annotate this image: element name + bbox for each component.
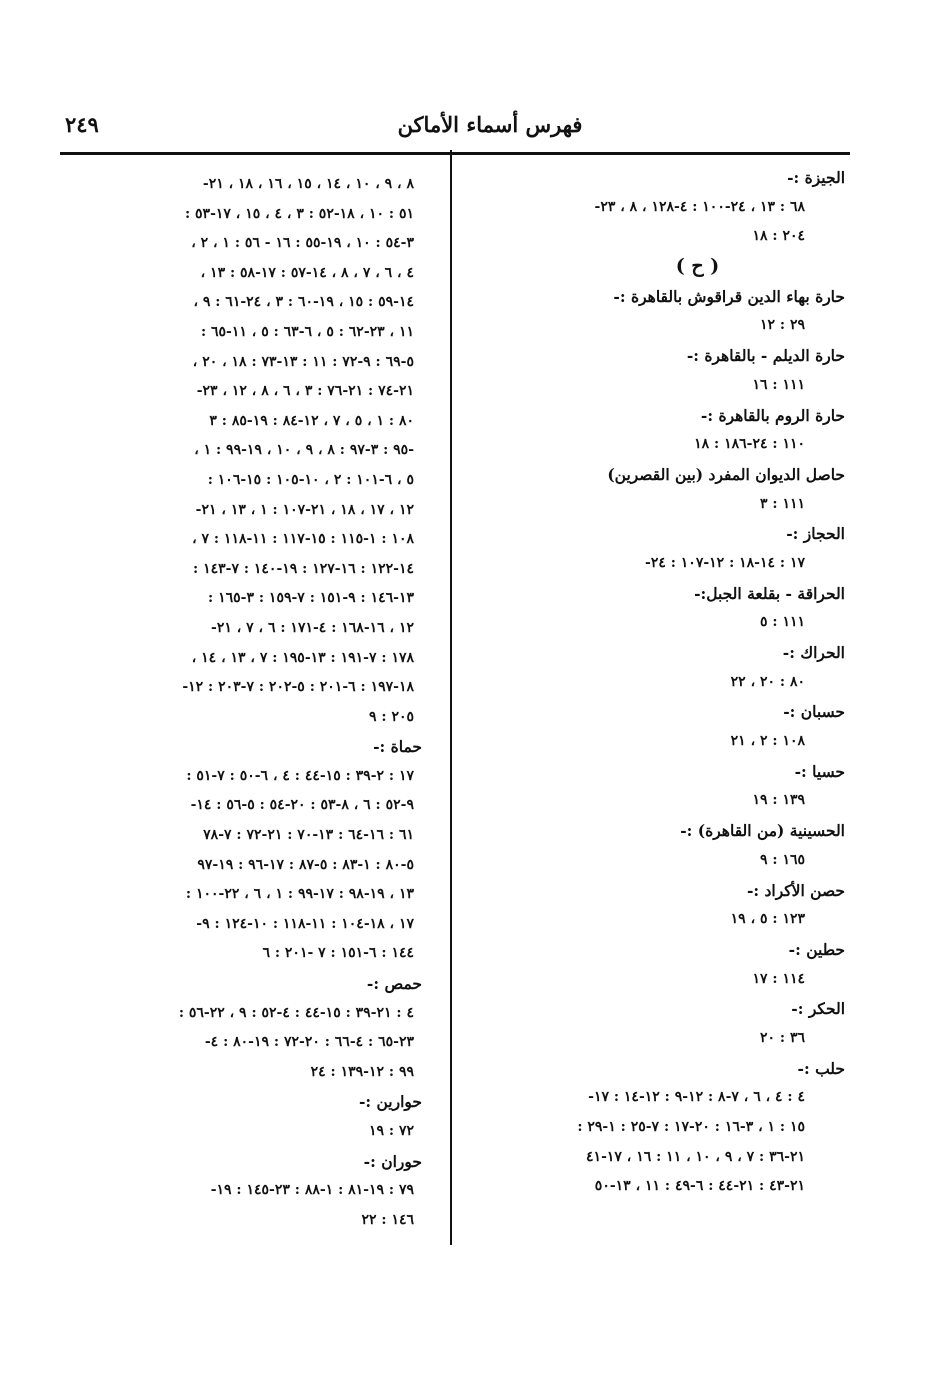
index-reference: ٢١-٧٤ : ٢١-٧٦ : ٣ ، ٦ ، ٨ ، ١٢ ، ٢٣- — [196, 383, 414, 400]
column-divider — [450, 150, 452, 1245]
index-term: حصن الأكراد :- — [746, 880, 845, 900]
index-term: حسيا :- — [794, 761, 845, 781]
left-column — [62, 170, 422, 1235]
index-reference: ١٢٣ : ٥ ، ١٩ — [730, 911, 805, 928]
index-reference: ١٧ : ١٤-١٨ : ١٢-١٠٧ : ٢٤- — [645, 554, 805, 571]
index-reference: ١٣ ، ١٩-٩٨ : ١٧-٩٩ : ١ ، ٦ ، ٢٢-١٠٠ : — [185, 886, 414, 903]
index-reference: ٧٢ : ١٩ — [368, 1123, 414, 1139]
index-reference: ١١١ : ١٦ — [752, 376, 805, 393]
index-term: الحسينية (من القاهرة) :- — [680, 821, 845, 841]
index-reference: ٣٦ : ٢٠ — [759, 1029, 805, 1046]
index-reference: ٦١ : ١٦-٦٤ : ١٣-٧٠ : ٢١-٧٢ : ٧-٧٨ — [203, 827, 414, 844]
index-reference: ١٣-١٤٦ : ٩-١٥١ : ٧-١٥٩ : ٣-١٦٥ : — [208, 590, 414, 607]
index-reference: ٦٨ : ١٣ ، ٢٤-١٠٠ : ٤-١٢٨ ، ٨ ، ٢٣- — [594, 198, 805, 215]
page-header — [60, 112, 850, 148]
index-reference: ١١١ : ٥ — [759, 614, 805, 631]
index-term: حسبان :- — [783, 702, 845, 722]
index-term: حوارين :- — [358, 1092, 422, 1112]
index-term: الحراقة - بقلعة الجبل:- — [694, 583, 845, 603]
index-reference: ٨٠ : ٢٠ ، ٢٢ — [730, 673, 805, 690]
index-reference: -٩٥ : ٣-٩٧ : ٨ ، ٩ ، ١٠ ، ١٩-٩٩ : ١ ، — [194, 442, 414, 459]
index-term: حمص :- — [366, 974, 422, 994]
index-reference: ١٤-١٢٢ : ١٦-١٢٧ : ١٩-١٤٠ : ٧-١٤٣ : — [193, 560, 414, 577]
index-reference: ١١٤ : ١٧ — [752, 970, 805, 987]
index-reference: ١١١ : ٣ — [759, 495, 805, 512]
index-reference: ٤ : ٢١-٣٩ : ١٥-٤٤ : ٤-٥٢ : ٩ ، ٢٢-٥٦ : — [178, 1004, 414, 1021]
index-reference: ١٨-١٩٧ : ٦-٢٠١ : ٥-٢٠٢ : ٧-٢٠٣ : ١٢- — [182, 679, 414, 696]
index-term: حماة :- — [373, 737, 422, 757]
index-reference: ٢١-٣٦ : ٧ ، ٩ ، ١٠ ، ١١ : ١٦ ، ١٧-٤١ — [586, 1148, 805, 1165]
index-reference: ١٥ : ١ ، ٣-١٦ : ٢٠-١٧ : ٧-٢٥ : ١-٢٩ : — [577, 1119, 805, 1135]
index-reference: ٥-٦٩ : ٩-٧٢ : ١١ : ١٣-٧٣ : ١٨ ، ٢٠ ، — [192, 353, 414, 370]
index-reference: ٩٩ : ١٢-١٣٩ : ٢٤ — [310, 1063, 414, 1080]
index-reference: ١٤٤ : ٦-١٥١ : ٧ -٢٠١ : ٦ — [262, 945, 414, 962]
header-rule — [60, 152, 850, 155]
index-term: الحراك :- — [782, 643, 845, 662]
index-reference: ١٦٥ : ٩ — [759, 851, 805, 868]
index-reference: ١٢ ، ١٦-١٦٨ : ٤-١٧١ : ٦ ، ٧ ، ٢١- — [211, 619, 414, 636]
index-reference: ٥ ، ٦-١٠١ : ٢ ، ١٠-١٠٥ : ١٥-١٠٦ : — [207, 471, 414, 488]
page-title: فهرس أسماء الأماكن — [397, 112, 583, 137]
index-reference: ٢٩ : ١٢ — [759, 317, 805, 334]
index-reference: ٨٠ : ١ ، ٥ ، ٧ ، ١٢-٨٤ : ١٩-٨٥ : ٣ — [209, 412, 414, 429]
index-term: حاصل الديوان المفرد (بين القصرين) — [607, 464, 845, 484]
index-reference: ١٤-٥٩ : ١٥ ، ١٩-٦٠ : ٣ ، ٢٤-٦١ : ٩ ، — [193, 294, 414, 311]
index-reference: ٤ : ٤ ، ٦ ، ٧-٨ : ١٢-٩ : ١٢-١٤ : ١٧- — [588, 1089, 805, 1106]
index-reference: ٨ ، ٩ ، ١٠ ، ١٤ ، ١٥ ، ١٦ ، ١٨ ، ٢١- — [202, 176, 414, 192]
index-reference: ٢٠٤ : ١٨ — [752, 228, 805, 245]
index-reference: ١٠٨ : ٢ ، ٢١ — [730, 733, 805, 750]
index-term: حارة بهاء الدين قراقوش بالقاهرة :- — [613, 286, 845, 306]
index-term: الحجاز :- — [786, 524, 845, 544]
index-reference: ٥-٨٠ : ١-٨٣ : ٥-٨٧ : ١٧-٩٦ : ١٩-٩٧ — [197, 856, 414, 873]
page-number: ٢٤٩ — [65, 112, 99, 137]
index-reference: ١١٠ : ٢٤-١٨٦ : ١٨ — [694, 436, 805, 453]
index-reference: ٤ ، ٦ ، ٧ ، ٨ ، ١٤-٥٧ : ١٧-٥٨ : ١٣ ، — [200, 264, 414, 281]
index-reference: ٥١ : ١٠ ، ١٨-٥٢ : ٣ ، ٤ ، ١٥ ، ١٧-٥٣ : — [184, 205, 414, 222]
index-term: حارة الديلم - بالقاهرة :- — [686, 346, 845, 366]
index-reference: ١٠٨ : ١-١١٥ : ١٥-١١٧ : ١١-١١٨ : ٧ ، — [192, 531, 414, 548]
index-reference: ١٤٦ : ٢٢ — [361, 1211, 414, 1228]
index-term: حوران :- — [363, 1151, 422, 1171]
index-reference: ٢٠٥ : ٩ — [368, 708, 414, 725]
index-term: حارة الروم بالقاهرة :- — [700, 405, 845, 425]
index-term: الحكر :- — [791, 999, 845, 1019]
index-reference: ١٧ ، ١٨-١٠٤ : ١١-١١٨ : ١٠-١٢٤ : ٩- — [196, 915, 414, 932]
index-term: حلب :- — [797, 1058, 845, 1078]
index-reference: ١٧ : ٢-٣٩ : ١٥-٤٤ : ٤ ، ٦-٥٠ : ٧-٥١ : — [186, 767, 414, 784]
index-reference: ٣-٥٤ : ١٠ ، ١٩-٥٥ : ١٦ - ٥٦ : ١ ، ٢ ، — [191, 235, 414, 252]
index-reference: ١٧٨ : ٧-١٩١ : ١٣-١٩٥ : ٧ ، ١٣ ، ١٤ ، — [191, 649, 414, 666]
index-reference: ٢١-٤٣ : ٢١-٤٤ : ٦-٤٩ : ١١ ، ١٣-٥٠ — [594, 1178, 805, 1195]
index-term: الجيزة :- — [787, 168, 845, 187]
index-reference: ١١ ، ٢٣-٦٢ : ٥ ، ٦-٦٣ : ٥ ، ١١-٦٥ : — [200, 323, 414, 340]
index-reference: ٩-٥٢ : ٦ ، ٨-٥٣ : ٢٠-٥٤ : ٥-٥٦ : ١٤- — [190, 797, 414, 814]
index-reference: ١٣٩ : ١٩ — [752, 792, 805, 809]
index-reference: ١٢ ، ١٧ ، ١٨ ، ٢١-١٠٧ : ١ ، ١٣ ، ٢١- — [195, 501, 414, 518]
section-letter: ( ح ) — [675, 255, 720, 278]
index-reference: ٢٣-٦٥ : ٤-٦٦ : ٢٠-٧٢ : ١٩-٨٠ : ٤- — [204, 1034, 414, 1051]
index-term: حطين :- — [788, 939, 845, 959]
index-reference: ٧٩ : ١٩-٨١ : ١-٨٨ : ٢٣-١٤٥ : ١٩- — [210, 1182, 414, 1199]
right-column — [470, 163, 845, 1202]
